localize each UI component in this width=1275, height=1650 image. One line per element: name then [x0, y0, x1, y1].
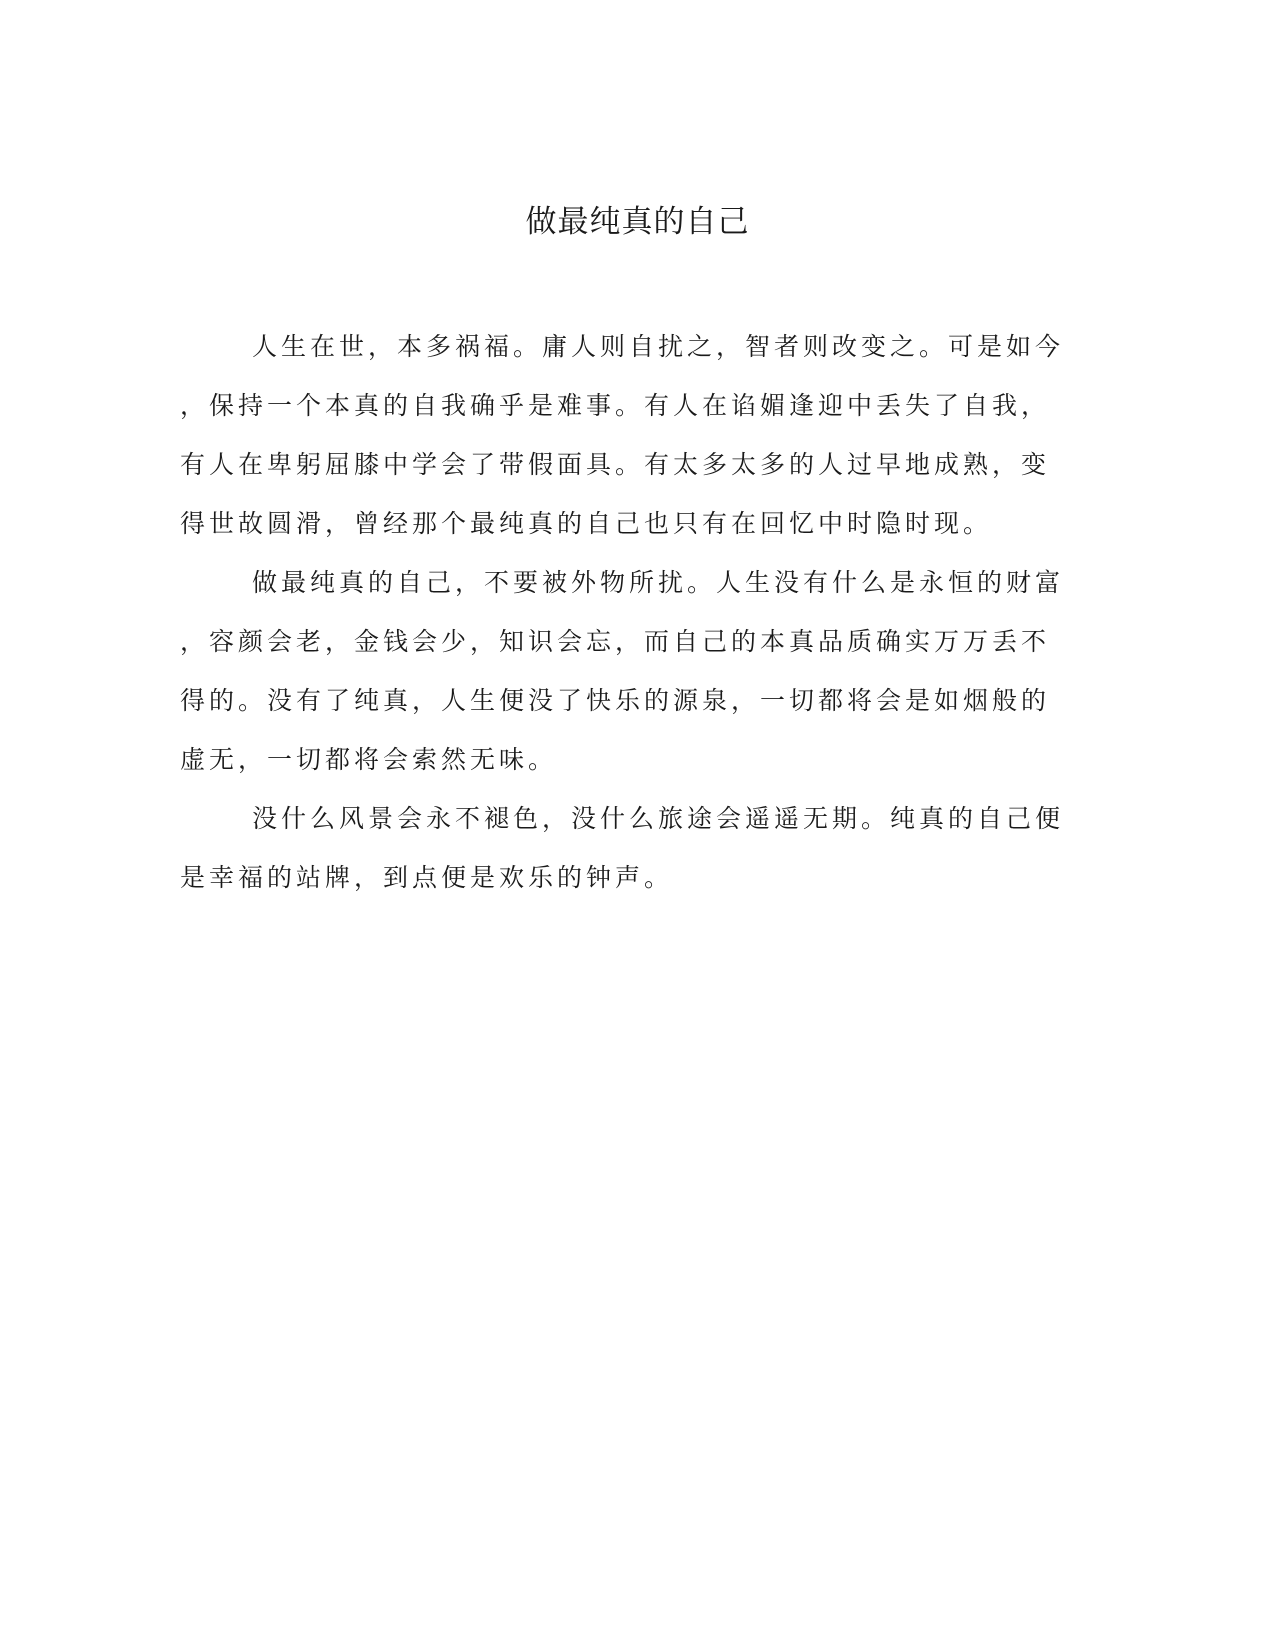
paragraph-2: [180, 553, 1065, 789]
paragraph-line: 有人在卑躬屈膝中学会了带假面具。有太多太多的人过早地成熟，变: [180, 450, 1051, 479]
paragraph-line: 做最纯真的自己，不要被外物所扰。人生没有什么是永恒的财富: [252, 568, 1065, 597]
paragraph-line: 人生在世，本多祸福。庸人则自扰之，智者则改变之。可是如今: [252, 332, 1065, 361]
paragraph-line: ，容颜会老，金钱会少，知识会忘，而自己的本真品质确实万万丢不: [180, 627, 1051, 656]
paragraph-3: [180, 789, 1065, 907]
document-title: 做最纯真的自己: [525, 204, 750, 240]
paragraph-line: 得的。没有了纯真，人生便没了快乐的源泉，一切都将会是如烟般的: [180, 686, 1051, 715]
paragraph-line: 虚无，一切都将会索然无味。: [180, 745, 558, 774]
paragraph-line: 得世故圆滑，曾经那个最纯真的自己也只有在回忆中时隐时现。: [180, 509, 993, 538]
paragraph-line: 没什么风景会永不褪色，没什么旅途会遥遥无期。纯真的自己便: [252, 804, 1065, 833]
paragraph-1: [180, 317, 1065, 553]
paragraph-line: ，保持一个本真的自我确乎是难事。有人在谄媚逢迎中丢失了自我，: [180, 391, 1051, 420]
paragraph-line: 是幸福的站牌，到点便是欢乐的钟声。: [180, 863, 674, 892]
document-body: [180, 317, 1065, 907]
